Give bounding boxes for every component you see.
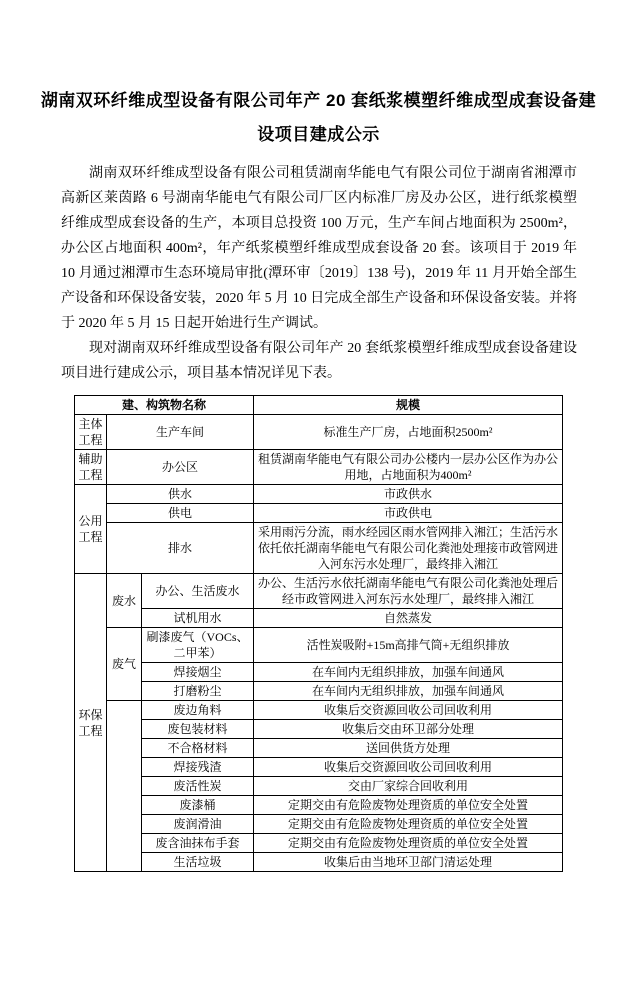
item-name: 生产车间 [107, 415, 254, 450]
item-scale: 定期交由有危险废物处理资质的单位安全处置 [254, 834, 563, 853]
body-text [61, 161, 577, 386]
item-name: 打磨粉尘 [142, 682, 254, 701]
item-name: 供电 [107, 504, 254, 523]
item-name: 刷漆废气（VOCs、二甲苯） [142, 628, 254, 663]
item-scale: 收集后交资源回收公司回收利用 [254, 758, 563, 777]
table-header-structure-name: 建、构筑物名称 [75, 396, 254, 415]
item-scale: 定期交由有危险废物处理资质的单位安全处置 [254, 815, 563, 834]
item-scale: 自然蒸发 [254, 609, 563, 628]
item-name: 供水 [107, 485, 254, 504]
item-scale: 收集后交由环卫部分处理 [254, 720, 563, 739]
item-name: 废润滑油 [142, 815, 254, 834]
table-row [75, 777, 563, 796]
table-row [75, 450, 563, 485]
table-row [75, 796, 563, 815]
item-name: 焊接烟尘 [142, 663, 254, 682]
table-row [75, 628, 563, 663]
item-scale: 标准生产厂房，占地面积2500m² [254, 415, 563, 450]
table-row [75, 834, 563, 853]
section-label-auxiliary-works: 辅助工程 [75, 450, 107, 485]
document-page [0, 84, 637, 986]
table-row [75, 815, 563, 834]
item-name: 焊接残渣 [142, 758, 254, 777]
item-name: 办公区 [107, 450, 254, 485]
subsection-label-waste-gas: 废气 [107, 628, 142, 701]
table-row [75, 523, 563, 574]
item-scale: 租赁湖南华能电气有限公司办公楼内一层办公区作为办公用地，占地面积为400m² [254, 450, 563, 485]
paragraph-announcement: 现对湖南双环纤维成型设备有限公司年产 20 套纸浆模塑纤维成型成套设备建设项目进行建成公示，项目基本情况详见下表。 [61, 341, 577, 381]
item-scale: 市政供水 [254, 485, 563, 504]
paragraph-project-overview: 湖南双环纤维成型设备有限公司租赁湖南华能电气有限公司位于湖南省湘潭市高新区莱茵路 6 号湖南华能电气有限公司厂区内标准厂房及办公区，进行纸浆模塑纤维成型成套设备的生产，本项目总投资 100 万元，生产车间占地面积为 2500m²，办公区占地面积 400m²，年产纸浆模塑纤维成型成套设备 20 套。该项目于 2019 年 10 月通过湘潭市生态环境局审批(潭环审〔2019〕138 号)，2019 年 11 月开始全部生产设备和环保设备安装，2020 年 5 月 10 日完成全部生产设备和环保设备安装。并将于 2020 年 5 月 15 日起开始进行生产调试。 [61, 166, 577, 331]
table-row [75, 415, 563, 450]
item-name: 废含油抹布手套 [142, 834, 254, 853]
item-scale: 定期交由有危险废物处理资质的单位安全处置 [254, 796, 563, 815]
subsection-label-solid-waste [107, 701, 142, 872]
table-row [75, 574, 563, 609]
section-label-main-works: 主体工程 [75, 415, 107, 450]
table-row [75, 853, 563, 872]
item-name: 废边角料 [142, 701, 254, 720]
item-scale: 市政供电 [254, 504, 563, 523]
item-name: 生活垃圾 [142, 853, 254, 872]
table-row [75, 663, 563, 682]
item-scale: 收集后由当地环卫部门清运处理 [254, 853, 563, 872]
item-scale: 交由厂家综合回收利用 [254, 777, 563, 796]
item-scale: 办公、生活污水依托湖南华能电气有限公司化粪池处理后经市政管网进入河东污水处理厂，最终排入湘江 [254, 574, 563, 609]
table-row [75, 609, 563, 628]
table-row [75, 682, 563, 701]
section-label-environmental-works: 环保工程 [75, 574, 107, 872]
item-scale: 采用雨污分流，雨水经园区雨水管网排入湘江；生活污水依托依托湖南华能电气有限公司化粪池处理接市政管网进入河东污水处理厂，最终排入湘江 [254, 523, 563, 574]
item-name: 排水 [107, 523, 254, 574]
section-label-public-works: 公用工程 [75, 485, 107, 574]
table-row [75, 701, 563, 720]
item-name: 办公、生活废水 [142, 574, 254, 609]
table-row [75, 485, 563, 504]
item-scale: 送回供货方处理 [254, 739, 563, 758]
item-name: 废活性炭 [142, 777, 254, 796]
table-header-scale: 规模 [254, 396, 563, 415]
item-name: 废漆桶 [142, 796, 254, 815]
item-name: 试机用水 [142, 609, 254, 628]
subsection-label-wastewater: 废水 [107, 574, 142, 628]
project-info-table [74, 395, 563, 872]
page-title: 湖南双环纤维成型设备有限公司年产 20 套纸浆模塑纤维成型成套设备建设项目建成公示 [40, 91, 597, 144]
item-name: 不合格材料 [142, 739, 254, 758]
table-header-row [75, 396, 563, 415]
table-row [75, 758, 563, 777]
table-row [75, 720, 563, 739]
item-scale: 在车间内无组织排放，加强车间通风 [254, 663, 563, 682]
item-scale: 在车间内无组织排放，加强车间通风 [254, 682, 563, 701]
item-scale: 活性炭吸附+15m高排气筒+无组织排放 [254, 628, 563, 663]
item-name: 废包装材料 [142, 720, 254, 739]
table-row [75, 504, 563, 523]
table-row [75, 739, 563, 758]
item-scale: 收集后交资源回收公司回收利用 [254, 701, 563, 720]
